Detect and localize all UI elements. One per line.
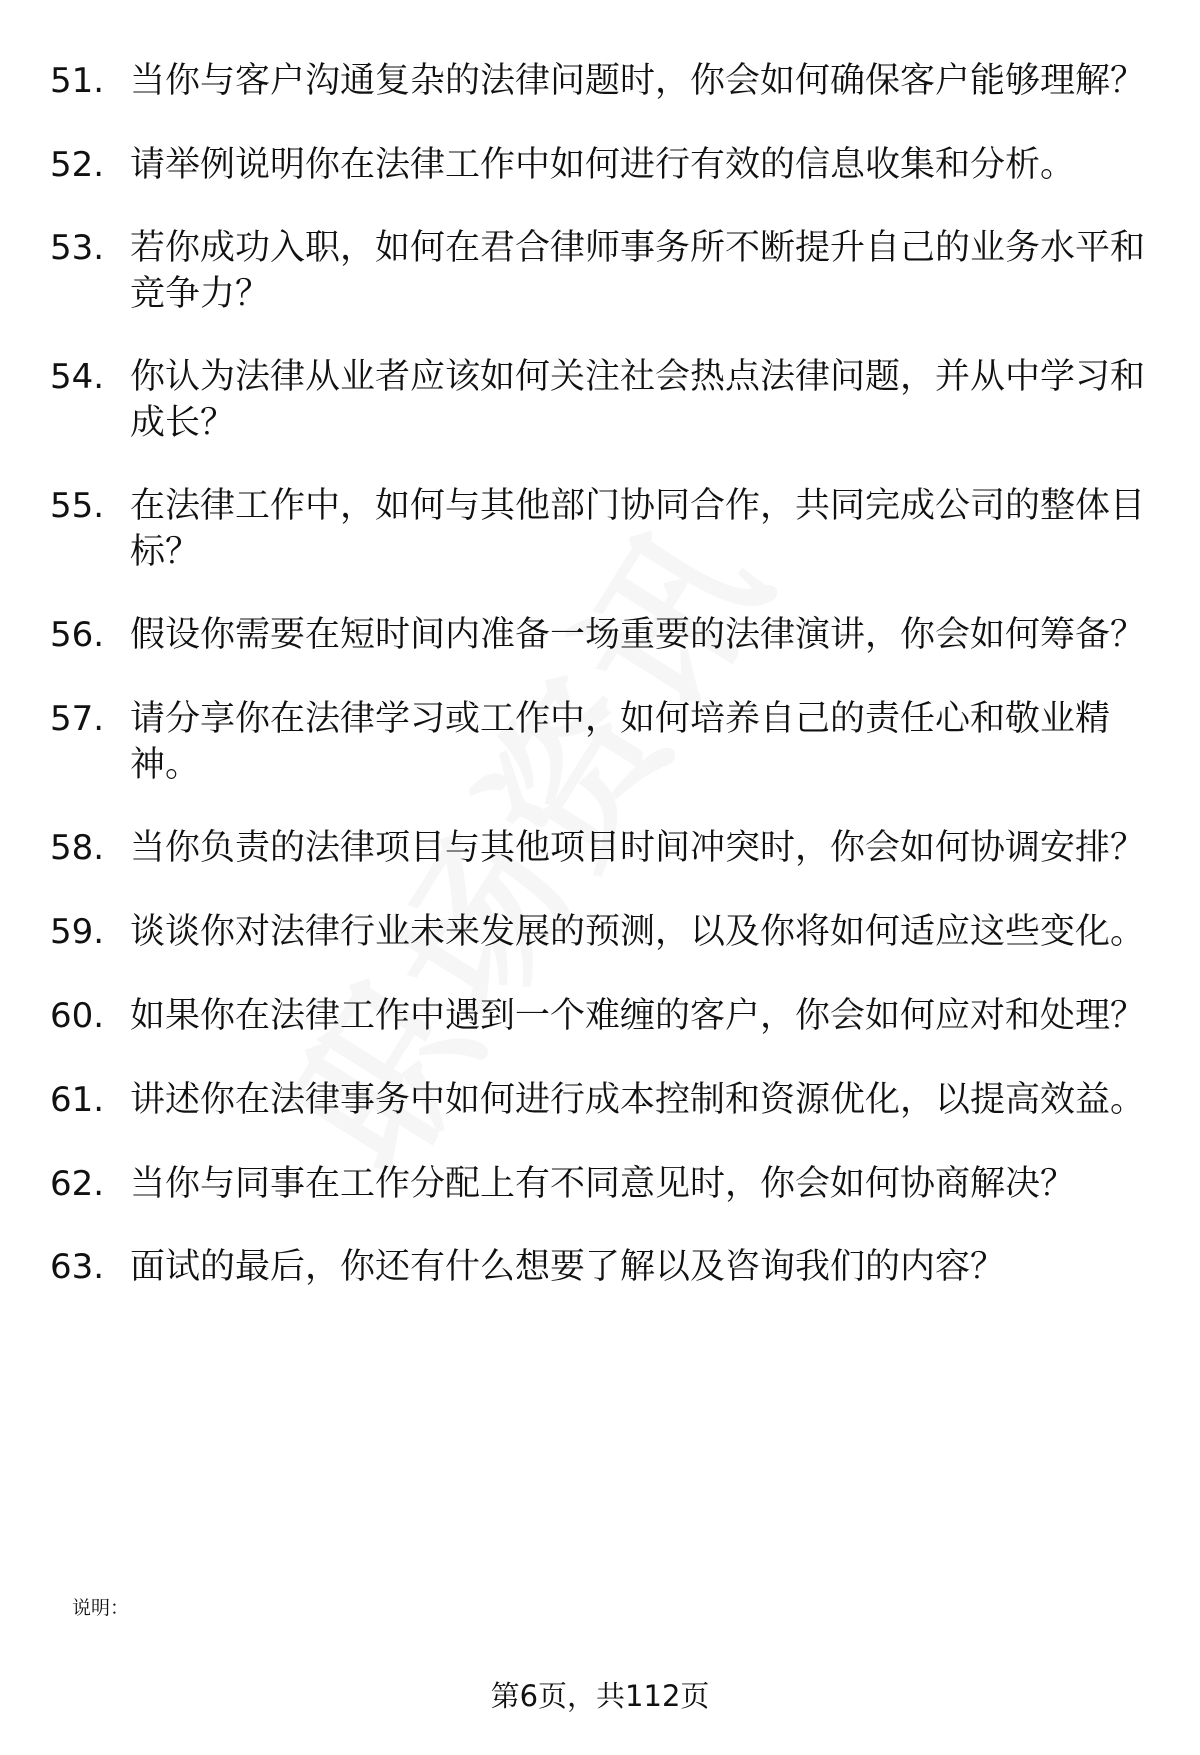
question-text: 谈谈你对法律行业未来发展的预测，以及你将如何适应这些变化。 — [130, 912, 1146, 952]
question-item — [50, 612, 1150, 659]
page-footer: 第6页，共112页 — [490, 1679, 710, 1713]
question-text: 若你成功入职，如何在君合律师事务所不断提升自己的业务水平和竞争力？ — [130, 228, 1146, 314]
question-number: 54. — [50, 357, 105, 397]
question-number: 61. — [50, 1080, 105, 1120]
question-text: 讲述你在法律事务中如何进行成本控制和资源优化，以提高效益。 — [130, 1080, 1146, 1120]
question-number: 51. — [50, 61, 105, 101]
question-item — [50, 58, 1150, 105]
question-text: 如果你在法律工作中遇到一个难缠的客户，你会如何应对和处理？ — [130, 996, 1146, 1036]
question-list — [50, 58, 1150, 1327]
question-number: 53. — [50, 228, 105, 268]
question-number: 58. — [50, 828, 105, 868]
note-label: 说明： — [72, 1597, 130, 1619]
question-item — [50, 825, 1150, 872]
question-item — [50, 483, 1150, 575]
question-number: 52. — [50, 145, 105, 185]
question-item — [50, 993, 1150, 1040]
question-text: 假设你需要在短时间内准备一场重要的法律演讲，你会如何筹备？ — [130, 615, 1146, 655]
question-number: 62. — [50, 1164, 105, 1204]
question-text: 当你与客户沟通复杂的法律问题时，你会如何确保客户能够理解？ — [130, 61, 1146, 101]
question-text: 当你负责的法律项目与其他项目时间冲突时，你会如何协调安排？ — [130, 828, 1146, 868]
question-item — [50, 1161, 1150, 1208]
question-number: 60. — [50, 996, 105, 1036]
question-item — [50, 225, 1150, 317]
question-text: 你认为法律从业者应该如何关注社会热点法律问题，并从中学习和成长？ — [130, 357, 1146, 443]
question-text: 当你与同事在工作分配上有不同意见时，你会如何协商解决？ — [130, 1164, 1076, 1204]
question-text: 在法律工作中，如何与其他部门协同合作，共同完成公司的整体目标？ — [130, 486, 1146, 572]
question-number: 56. — [50, 615, 105, 655]
question-item — [50, 142, 1150, 189]
question-item — [50, 696, 1150, 788]
question-item — [50, 354, 1150, 446]
question-item — [50, 909, 1150, 956]
question-number: 59. — [50, 912, 105, 952]
question-text: 面试的最后，你还有什么想要了解以及咨询我们的内容？ — [130, 1247, 1006, 1287]
question-number: 63. — [50, 1247, 105, 1287]
question-text: 请举例说明你在法律工作中如何进行有效的信息收集和分析。 — [130, 145, 1076, 185]
question-text: 请分享你在法律学习或工作中，如何培养自己的责任心和敬业精神。 — [130, 699, 1111, 785]
question-item — [50, 1244, 1150, 1291]
question-number: 57. — [50, 699, 105, 739]
question-number: 55. — [50, 486, 105, 526]
question-item — [50, 1077, 1150, 1124]
